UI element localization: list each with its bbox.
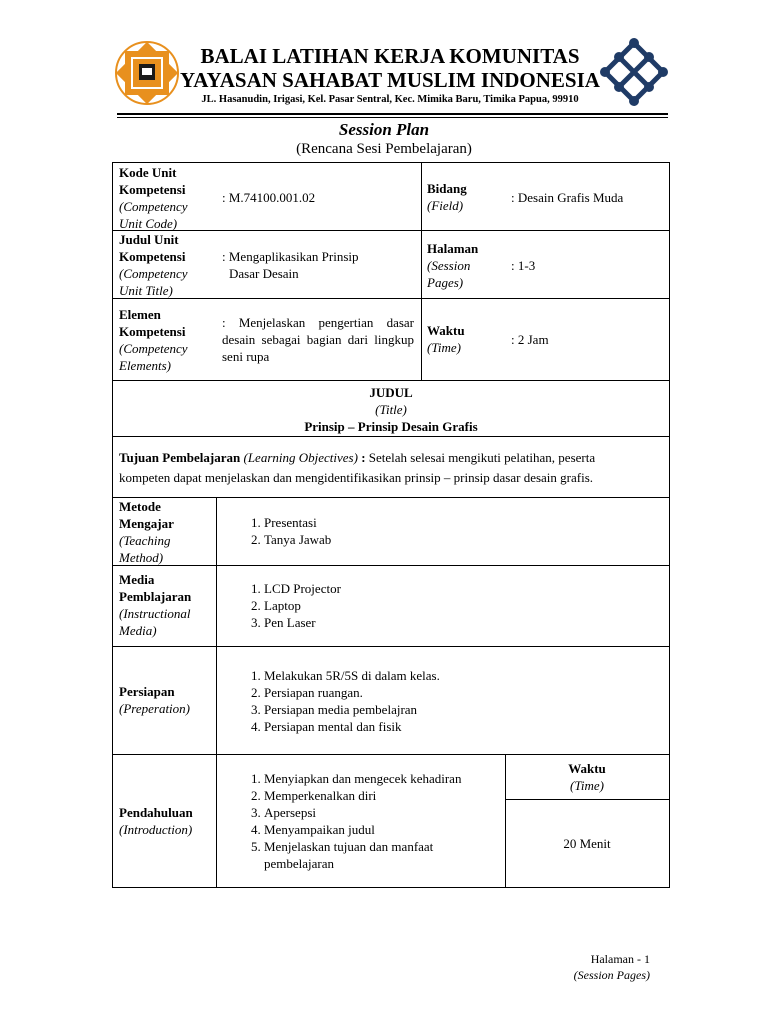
pendahuluan-waktu-header: Waktu (Time) [568,761,606,793]
list-item: 2. Laptop [264,597,502,614]
pendahuluan-list [222,770,492,872]
elemen-value: : Menjelaskan pengertian dasar desain sebagai bagian dari lingkup seni rupa [222,315,414,364]
waktu-label: Waktu (Time) [427,323,465,355]
list-item: 3. Persiapan media pembelajran [264,701,602,718]
judul-unit-label: Judul Unit Kompetensi (Competency Unit Title) [119,232,188,298]
list-item: 1. Menyiapkan dan mengecek kehadiran [264,770,492,787]
list-item: 1. LCD Projector [264,580,502,597]
list-item: 3. Pen Laser [264,614,502,631]
persiapan-list [222,667,602,735]
doc-subtitle: (Rencana Sesi Pembelajaran) [296,141,472,157]
list-item: 1. Melakukan 5R/5S di dalam kelas. [264,667,602,684]
persiapan-label: Persiapan (Preperation) [119,684,190,716]
page-footer: Halaman - 1 (Session Pages) [573,952,650,982]
header-rule-thin [117,117,668,118]
waktu-value: : 2 Jam [511,332,549,347]
pendahuluan-label: Pendahuluan (Introduction) [119,805,193,837]
bidang-label: Bidang (Field) [427,181,467,213]
elemen-label: Elemen Kompetensi (Competency Elements) [119,307,188,373]
kode-unit-value: : M.74100.001.02 [222,190,316,205]
doc-title: Session Plan [338,120,430,139]
org-name-line1: BALAI LATIHAN KERJA KOMUNITAS [200,44,580,68]
list-item: 1. Presentasi [264,514,502,531]
halaman-label: Halaman (Session Pages) [427,241,479,290]
list-item: 2. Tanya Jawab [264,531,502,548]
media-label: Media Pemblajaran (Instructional Media) [119,572,192,638]
media-list [222,580,502,631]
pendahuluan-waktu-value: 20 Menit [563,836,611,851]
tujuan-section: Tujuan Pembelajaran (Learning Objectives) : Setelah selesai mengikuti pelatihan, peserta kompeten dapat menjelaskan dan mengidentifikasikan prinsip – prinsip dasar desain grafis. [119,450,596,485]
list-item: 2. Memperkenalkan diri [264,787,492,804]
list-item: 4. Menyampaikan judul [264,821,492,838]
header-rule [117,113,668,115]
halaman-value: : 1-3 [511,258,536,273]
judul-unit-value: : Mengaplikasikan Prinsip Dasar Desain [222,249,359,281]
metode-list [222,514,502,548]
list-item: 3. Apersepsi [264,804,492,821]
org-name-line2: YAYASAN SAHABAT MUSLIM INDONESIA [180,68,600,92]
list-item: 2. Persiapan ruangan. [264,684,602,701]
org-address: JL. Hasanudin, Irigasi, Kel. Pasar Sentral, Kec. Mimika Baru, Timika Papua, 99910 [201,94,579,105]
metode-label: Metode Mengajar (Teaching Method) [119,499,174,565]
list-item: 5. Menjelaskan tujuan dan manfaat pembelajaran [264,838,492,872]
bidang-value: : Desain Grafis Muda [511,190,624,205]
kode-unit-label: Kode Unit Kompetensi (Competency Unit Code) [119,165,188,231]
list-item: 4. Persiapan mental dan fisik [264,718,602,735]
judul-section: JUDUL (Title) Prinsip – Prinsip Desain Grafis [304,385,478,434]
